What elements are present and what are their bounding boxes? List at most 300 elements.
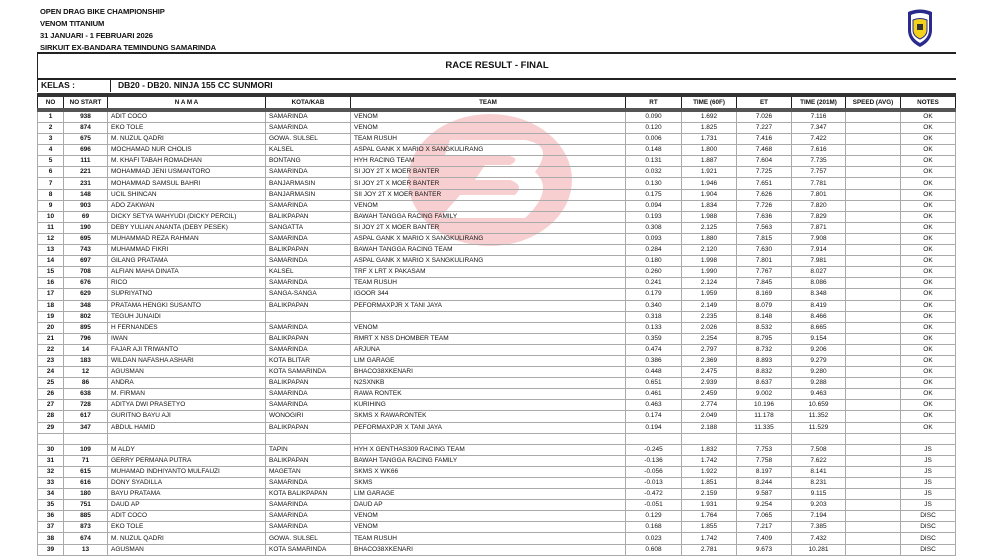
cell-no: 6 [38,167,64,178]
cell-time-60f: 1.990 [682,267,737,278]
cell-notes: OK [901,200,956,211]
cell-no-start: 615 [64,466,108,477]
cell-time-201m: 11.529 [792,422,846,433]
cell-speed [846,300,901,311]
cell-time-201m: 8.466 [792,311,846,322]
cell-nama: M ALDY [108,444,266,455]
cell-team: TEAM RUSUH [351,134,626,145]
cell-no: 19 [38,311,64,322]
table-row [38,189,956,200]
cell-time-201m: 9.463 [792,389,846,400]
cell-et: 8.795 [737,333,792,344]
cell-time-201m: 9.280 [792,367,846,378]
cell-rt: 0.308 [626,222,682,233]
cell-et: 7.845 [737,278,792,289]
cell-time-201m: 9.115 [792,489,846,500]
cell-nama: ALFIAN MAHA DINATA [108,267,266,278]
cell-time-60f: 2.797 [682,344,737,355]
cell-rt: 0.090 [626,110,682,123]
cell-notes: JS [901,500,956,511]
cell-no: 38 [38,533,64,544]
cell-et: 8.169 [737,289,792,300]
table-row [38,300,956,311]
cell-rt: 0.448 [626,367,682,378]
cell-time-201m: 8.027 [792,267,846,278]
cell-kota: SAMARINDA [266,344,351,355]
cell-time-60f: 2.124 [682,278,737,289]
class-label: KELAS : [41,80,75,90]
table-row [38,444,956,455]
col-header-time-201m: TIME (201M) [792,95,846,110]
cell-rt: 0.463 [626,400,682,411]
cell-et: 8.893 [737,355,792,366]
table-row [38,355,956,366]
cell-et: 7.630 [737,245,792,256]
table-row [38,422,956,433]
cell-time-60f: 2.026 [682,322,737,333]
cell-no: 20 [38,322,64,333]
cell-et: 7.227 [737,123,792,134]
cell-team: ASPAL GANK X MARIO X SANGKULIRANG [351,233,626,244]
table-row [38,367,956,378]
event-name: OPEN DRAG BIKE CHAMPIONSHIP [40,7,165,16]
cell-kota: KOTA SAMARINDA [266,544,351,555]
cell-speed [846,355,901,366]
cell-team: ASPAL GANK X MARIO X SANGKULIRANG [351,256,626,267]
cell-team: VENOM [351,322,626,333]
cell-no-start: 638 [64,389,108,400]
cell-time-201m: 9.288 [792,378,846,389]
cell-speed [846,245,901,256]
cell-speed [846,167,901,178]
cell-notes: JS [901,489,956,500]
cell-no: 10 [38,211,64,222]
cell-no: 15 [38,267,64,278]
cell-no-start: 895 [64,322,108,333]
table-row [38,533,956,544]
cell-time-60f: 2.125 [682,222,737,233]
cell-time-60f: 1.834 [682,200,737,211]
cell-nama: DONY SYADILLA [108,478,266,489]
cell-notes: JS [901,444,956,455]
cell-notes: OK [901,289,956,300]
cell-nama: BAYU PRATAMA [108,489,266,500]
cell-speed [846,511,901,522]
cell-team: BAWAH TANGGA RACING TEAM [351,245,626,256]
cell-time-201m: 7.508 [792,444,846,455]
cell-nama: AGUSMAN [108,544,266,555]
cell-team: HYH RACING TEAM [351,156,626,167]
cell-team: BHACO38XKENARI [351,544,626,555]
cell-time-201m: 8.231 [792,478,846,489]
cell-speed [846,156,901,167]
cell-rt: 0.260 [626,267,682,278]
cell-team: LIM GARAGE [351,489,626,500]
cell-speed [846,367,901,378]
cell-kota: SAMARINDA [266,478,351,489]
cell-kota: TAPIN [266,444,351,455]
cell-speed [846,123,901,134]
cell-nama: ANDRA [108,378,266,389]
table-row [38,322,956,333]
cell-rt: 0.032 [626,167,682,178]
table-row [38,211,956,222]
cell-speed [846,444,901,455]
cell-rt: -0.136 [626,455,682,466]
col-header-time-60f: TIME (60F) [682,95,737,110]
cell-time-60f: 1.692 [682,110,737,123]
cell-nama: DEBY YULIAN ANANTA (DEBY PESEK) [108,222,266,233]
cell-team: VENOM [351,522,626,533]
cell-et: 9.254 [737,500,792,511]
cell-time-201m: 8.665 [792,322,846,333]
cell-nama: ADIT COCO [108,511,266,522]
cell-kota: SAMARINDA [266,389,351,400]
cell-time-201m: 7.820 [792,200,846,211]
cell-no: 2 [38,123,64,134]
cell-no-start: 676 [64,278,108,289]
cell-notes: OK [901,355,956,366]
cell-team: IGOOR 344 [351,289,626,300]
cell-nama: H FERNANDES [108,322,266,333]
cell-et: 7.758 [737,455,792,466]
cell-et: 8.197 [737,466,792,477]
cell-nama: MUHAMMAD REZA RAHMAN [108,233,266,244]
table-row [38,344,956,355]
cell-speed [846,478,901,489]
cell-no-start: 109 [64,444,108,455]
cell-no-start: 751 [64,500,108,511]
cell-time-201m: 11.352 [792,411,846,422]
cell-nama: GERRY PERMANA PUTRA [108,455,266,466]
cell-no-start: 347 [64,422,108,433]
col-header-team: TEAM [351,95,626,110]
cell-rt: 0.133 [626,322,682,333]
cell-speed [846,278,901,289]
cell-et: 8.832 [737,367,792,378]
cell-time-60f: 2.254 [682,333,737,344]
cell-et: 8.148 [737,311,792,322]
cell-no-start: 221 [64,167,108,178]
cell-speed [846,110,901,123]
cell-team: SI JOY 2T X MOER BANTER [351,178,626,189]
cell-team: TEAM RUSUH [351,533,626,544]
cell-team: SKMS X RAWARONTEK [351,411,626,422]
cell-no: 39 [38,544,64,555]
cell-team: HYH X GENTHAS309 RACING TEAM [351,444,626,455]
table-row [38,478,956,489]
cell-et: 7.626 [737,189,792,200]
cell-nama: MUHAMAD INDHIYANTO MULFAUZI [108,466,266,477]
table-row [38,455,956,466]
event-subtitle: VENOM TITANIUM [40,19,105,28]
cell-kota: SAMARINDA [266,167,351,178]
cell-nama: FAJAR AJI TRIWANTO [108,344,266,355]
cell-notes: OK [901,367,956,378]
cell-no-start: 86 [64,378,108,389]
cell-time-60f: 2.188 [682,422,737,433]
cell-kota: SAMARINDA [266,110,351,123]
cell-speed [846,145,901,156]
cell-et: 8.079 [737,300,792,311]
cell-speed [846,455,901,466]
cell-no: 17 [38,289,64,300]
cell-nama: ADO ZAKWAN [108,200,266,211]
cell-rt: 0.241 [626,278,682,289]
cell-no: 35 [38,500,64,511]
cell-rt: -0.245 [626,444,682,455]
cell-team: KURIHING [351,400,626,411]
cell-kota: KOTA BALIKPAPAN [266,489,351,500]
cell-et: 8.637 [737,378,792,389]
empty-cell [108,433,266,444]
cell-time-60f: 2.475 [682,367,737,378]
cell-nama: DAUD AP [108,500,266,511]
cell-no: 22 [38,344,64,355]
cell-no-start: 180 [64,489,108,500]
cell-et: 8.732 [737,344,792,355]
cell-no: 34 [38,489,64,500]
cell-notes: OK [901,411,956,422]
cell-time-60f: 1.764 [682,511,737,522]
cell-speed [846,500,901,511]
cell-notes: OK [901,189,956,200]
cell-rt: 0.129 [626,511,682,522]
cell-time-60f: 2.159 [682,489,737,500]
table-row [38,400,956,411]
cell-nama: EKO TOLE [108,522,266,533]
cell-no-start: 708 [64,267,108,278]
cell-no-start: 885 [64,511,108,522]
cell-rt: 0.386 [626,355,682,366]
cell-time-201m: 7.801 [792,189,846,200]
cell-speed [846,533,901,544]
cell-team: BHACO38XKENARI [351,367,626,378]
cell-rt: 0.284 [626,245,682,256]
empty-cell [737,433,792,444]
cell-time-201m: 8.419 [792,300,846,311]
cell-speed [846,466,901,477]
cell-kota: BALIKPAPAN [266,245,351,256]
cell-speed [846,389,901,400]
table-row [38,522,956,533]
cell-no: 29 [38,422,64,433]
cell-et: 7.753 [737,444,792,455]
cell-time-201m: 7.194 [792,511,846,522]
cell-rt: 0.175 [626,189,682,200]
col-header-no: NO [38,95,64,110]
cell-no: 21 [38,333,64,344]
cell-nama: M. NUZUL QADRI [108,533,266,544]
cell-notes: DISC [901,533,956,544]
cell-kota: SAMARINDA [266,278,351,289]
cell-time-60f: 1.855 [682,522,737,533]
cell-time-201m: 9.206 [792,344,846,355]
cell-no: 28 [38,411,64,422]
table-row [38,489,956,500]
cell-no: 4 [38,145,64,156]
cell-time-60f: 1.825 [682,123,737,134]
event-venue: SIRKUIT EX-BANDARA TEMINDUNG SAMARINDA [40,43,217,52]
cell-no-start: 148 [64,189,108,200]
cell-no: 18 [38,300,64,311]
cell-et: 9.587 [737,489,792,500]
table-row [38,289,956,300]
cell-no: 24 [38,367,64,378]
col-header-et: ET [737,95,792,110]
cell-time-60f: 1.904 [682,189,737,200]
empty-cell [682,433,737,444]
cell-et: 7.815 [737,233,792,244]
cell-speed [846,189,901,200]
cell-nama: MOHAMMAD SAMSUL BAHRI [108,178,266,189]
cell-team: SKMS X WK66 [351,466,626,477]
cell-notes: OK [901,233,956,244]
cell-notes: OK [901,378,956,389]
empty-cell [846,433,901,444]
cell-team: PEFORMAXPJR X TANI JAYA [351,422,626,433]
cell-kota: BALIKPAPAN [266,422,351,433]
cell-notes: JS [901,466,956,477]
cell-nama: DICKY SETYA WAHYUDI (DICKY PERCIL) [108,211,266,222]
cell-time-60f: 1.800 [682,145,737,156]
cell-time-201m: 7.422 [792,134,846,145]
cell-nama: MOHAMMAD JENI USMANTORO [108,167,266,178]
cell-time-201m: 9.279 [792,355,846,366]
cell-no: 25 [38,378,64,389]
cell-no: 33 [38,478,64,489]
table-row [38,389,956,400]
cell-no-start: 190 [64,222,108,233]
cell-et: 11.335 [737,422,792,433]
cell-time-201m: 7.914 [792,245,846,256]
cell-speed [846,211,901,222]
col-header-no-start: NO START [64,95,108,110]
cell-time-60f: 1.742 [682,455,737,466]
cell-nama: ABDUL HAMID [108,422,266,433]
cell-nama: SUPRIYATNO [108,289,266,300]
cell-nama: UCIL SHINCAN [108,189,266,200]
cell-rt: 0.006 [626,134,682,145]
cell-rt: 0.180 [626,256,682,267]
cell-notes: OK [901,256,956,267]
cell-team: SII JOY 2T X MOER BANTER [351,189,626,200]
table-row [38,145,956,156]
cell-time-201m: 7.347 [792,123,846,134]
cell-rt: 0.131 [626,156,682,167]
cell-nama: AGUSMAN [108,367,266,378]
col-header-notes: NOTES [901,95,956,110]
cell-rt: 0.608 [626,544,682,555]
cell-team [351,311,626,322]
cell-no-start: 938 [64,110,108,123]
cell-team: VENOM [351,110,626,123]
cell-rt: -0.056 [626,466,682,477]
cell-notes: OK [901,245,956,256]
cell-et: 7.725 [737,167,792,178]
cell-team: VENOM [351,511,626,522]
col-header-rt: RT [626,95,682,110]
cell-kota: SAMARINDA [266,200,351,211]
cell-notes: JS [901,455,956,466]
cell-no: 26 [38,389,64,400]
cell-nama: GURITNO BAYU AJI [108,411,266,422]
cell-time-201m: 7.735 [792,156,846,167]
cell-rt: 0.359 [626,333,682,344]
cell-rt: -0.051 [626,500,682,511]
cell-time-201m: 7.432 [792,533,846,544]
table-row [38,333,956,344]
cell-notes: OK [901,110,956,123]
cell-team: TEAM RUSUH [351,278,626,289]
cell-speed [846,178,901,189]
cell-time-201m: 9.203 [792,500,846,511]
cell-kota: MAGETAN [266,466,351,477]
table-row [38,200,956,211]
cell-nama: MOCHAMAD NUR CHOLIS [108,145,266,156]
cell-no-start: 629 [64,289,108,300]
cell-no-start: 697 [64,256,108,267]
table-row [38,544,956,555]
cell-no-start: 69 [64,211,108,222]
table-row [38,167,956,178]
table-row [38,233,956,244]
cell-no-start: 873 [64,522,108,533]
cell-notes: DISC [901,511,956,522]
cell-nama: ADIT COCO [108,110,266,123]
table-header-row [38,95,956,110]
table-row [38,411,956,422]
cell-time-201m: 8.348 [792,289,846,300]
cell-kota [266,311,351,322]
cell-time-60f: 2.939 [682,378,737,389]
cell-time-201m: 7.116 [792,110,846,123]
cell-et: 7.416 [737,134,792,145]
cell-speed [846,411,901,422]
cell-speed [846,400,901,411]
cell-no-start: 743 [64,245,108,256]
report-title: RACE RESULT - FINAL [445,60,549,71]
cell-time-60f: 2.774 [682,400,737,411]
cell-et: 7.409 [737,533,792,544]
table-row [38,156,956,167]
empty-cell [38,433,64,444]
cell-no: 37 [38,522,64,533]
cell-team: PEFORMAXPJR X TANI JAYA [351,300,626,311]
cell-notes: OK [901,156,956,167]
cell-et: 7.726 [737,200,792,211]
cell-et: 10.196 [737,400,792,411]
table-row [38,134,956,145]
empty-cell [64,433,108,444]
cell-kota: SANGA-SANGA [266,289,351,300]
cell-time-201m: 8.141 [792,466,846,477]
cell-notes: OK [901,145,956,156]
cell-team: BAWAH TANGGA RACING FAMILY [351,211,626,222]
cell-notes: OK [901,123,956,134]
cell-time-60f: 1.988 [682,211,737,222]
empty-cell [351,433,626,444]
cell-speed [846,333,901,344]
cell-no: 16 [38,278,64,289]
cell-notes: OK [901,389,956,400]
table-row [38,278,956,289]
cell-kota: BALIKPAPAN [266,455,351,466]
cell-no: 27 [38,400,64,411]
cell-rt: -0.013 [626,478,682,489]
col-header-nama: N A M A [108,95,266,110]
cell-no: 12 [38,233,64,244]
